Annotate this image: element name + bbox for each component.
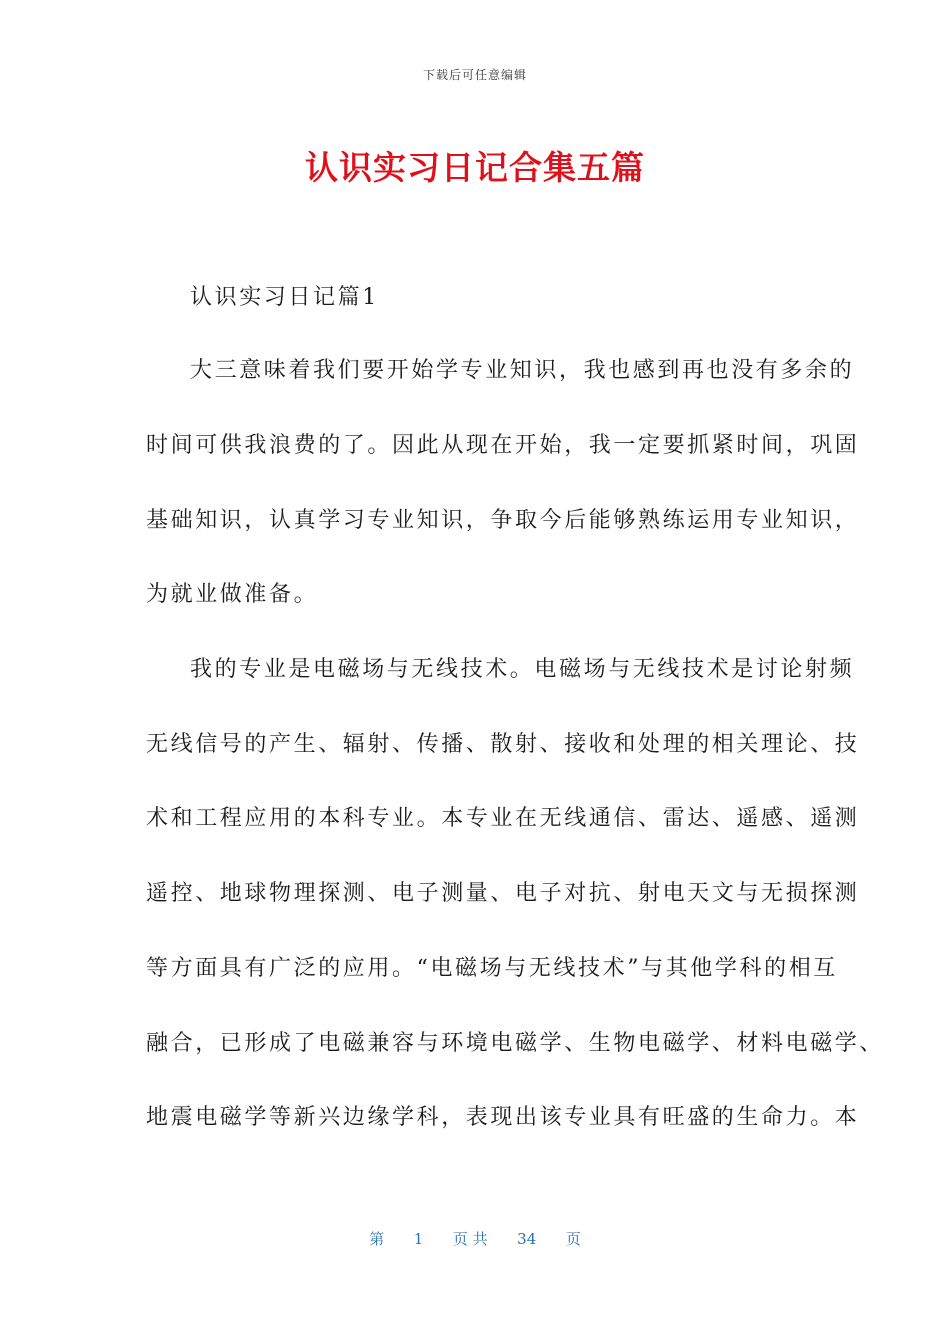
paragraph-line: 等方面具有广泛的应用。“电磁场与无线技术”与其他学科的相互: [146, 956, 838, 981]
paragraph-line: 时间可供我浪费的了。因此从现在开始，我一定要抓紧时间，巩固: [146, 433, 860, 458]
paragraph-line: 为就业做准备。: [146, 582, 319, 607]
header-note: 下载后可任意编辑: [422, 68, 527, 82]
paragraph-line: 无线信号的产生、辐射、传播、散射、接收和处理的相关理论、技: [146, 732, 860, 757]
footer-page-total: 34: [517, 1230, 537, 1248]
footer-page-suffix: 页: [565, 1230, 581, 1248]
section-heading: 认识实习日记篇1: [190, 285, 379, 310]
paragraph-line: 遥控、地球物理探测、电子测量、电子对抗、射电天文与无损探测: [146, 881, 860, 906]
paragraph-line: 基础知识，认真学习专业知识，争取今后能够熟练运用专业知识，: [146, 508, 860, 533]
footer-page-prefix: 第: [369, 1230, 385, 1248]
document-title: 认识实习日记合集五篇: [305, 148, 645, 187]
footer-page-mid: 页 共: [452, 1230, 488, 1248]
footer-page-number: 1: [413, 1230, 424, 1248]
page-footer: [0, 1228, 950, 1249]
paragraph-line: 术和工程应用的本科专业。本专业在无线通信、雷达、遥感、遥测: [146, 806, 860, 831]
paragraph-line: 融合，已形成了电磁兼容与环境电磁学、生物电磁学、材料电磁学、: [146, 1031, 885, 1056]
paragraph-line: 大三意味着我们要开始学专业知识，我也感到再也没有多余的: [190, 358, 855, 383]
paragraph-line: 地震电磁学等新兴边缘学科，表现出该专业具有旺盛的生命力。本: [146, 1105, 860, 1130]
paragraph-line: 我的专业是电磁场与无线技术。电磁场与无线技术是讨论射频: [190, 657, 855, 682]
